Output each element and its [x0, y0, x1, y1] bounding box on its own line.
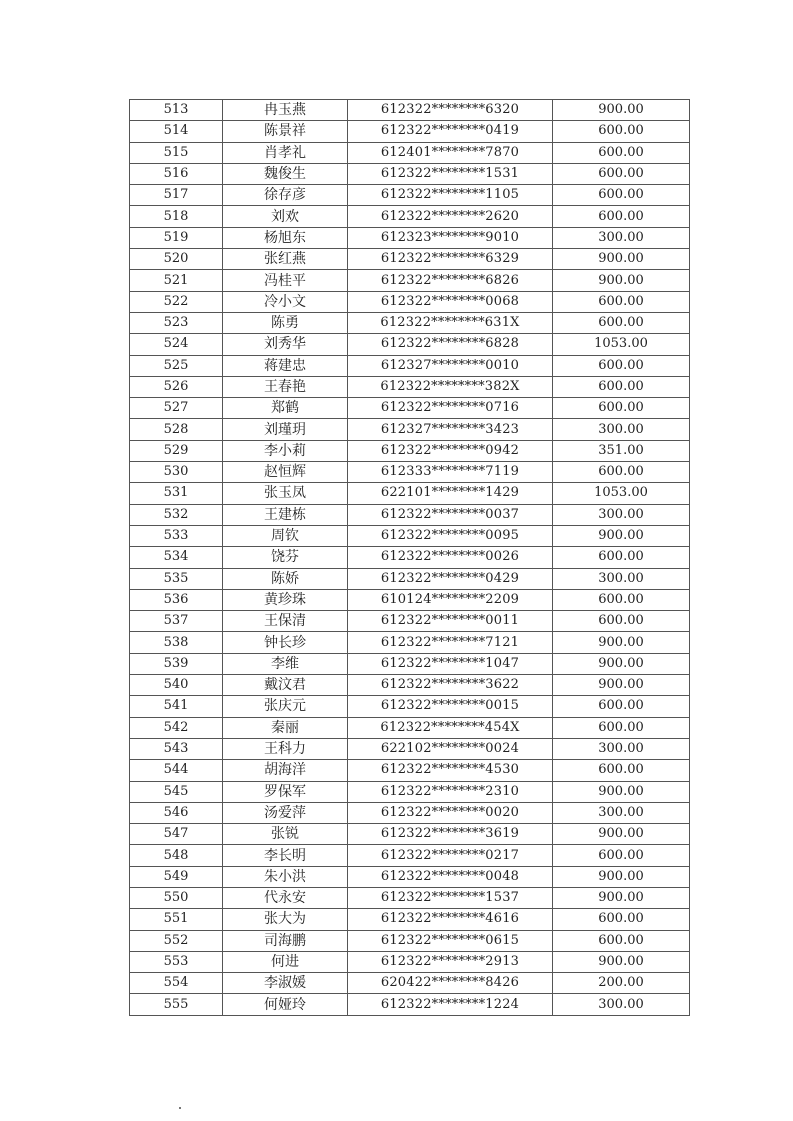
name-cell: 何娅玲 — [223, 994, 348, 1015]
row-number-cell: 522 — [130, 291, 223, 312]
amount-cell: 600.00 — [553, 185, 690, 206]
table-row — [130, 312, 690, 333]
row-number-cell: 516 — [130, 163, 223, 184]
table-row — [130, 781, 690, 802]
id-number-cell: 612322********0011 — [348, 611, 553, 632]
row-number-cell: 555 — [130, 994, 223, 1015]
row-number-cell: 551 — [130, 909, 223, 930]
row-number-cell: 545 — [130, 781, 223, 802]
row-number-cell: 521 — [130, 270, 223, 291]
name-cell: 李小莉 — [223, 440, 348, 461]
id-number-cell: 612322********2913 — [348, 951, 553, 972]
row-number-cell: 539 — [130, 653, 223, 674]
name-cell: 刘瑾玥 — [223, 419, 348, 440]
table-row — [130, 717, 690, 738]
amount-cell: 900.00 — [553, 866, 690, 887]
amount-cell: 600.00 — [553, 717, 690, 738]
row-number-cell: 529 — [130, 440, 223, 461]
name-cell: 汤爱萍 — [223, 802, 348, 823]
row-number-cell: 524 — [130, 334, 223, 355]
row-number-cell: 537 — [130, 611, 223, 632]
table-row — [130, 206, 690, 227]
amount-cell: 300.00 — [553, 802, 690, 823]
table-row — [130, 568, 690, 589]
row-number-cell: 531 — [130, 483, 223, 504]
id-number-cell: 612322********382X — [348, 376, 553, 397]
amount-cell: 600.00 — [553, 547, 690, 568]
row-number-cell: 553 — [130, 951, 223, 972]
table-row — [130, 419, 690, 440]
id-number-cell: 612322********4616 — [348, 909, 553, 930]
scan-speck — [179, 1107, 181, 1109]
name-cell: 魏俊生 — [223, 163, 348, 184]
name-cell: 周钦 — [223, 525, 348, 546]
name-cell: 王保清 — [223, 611, 348, 632]
name-cell: 赵恒辉 — [223, 462, 348, 483]
id-number-cell: 612401********7870 — [348, 142, 553, 163]
name-cell: 黄珍珠 — [223, 589, 348, 610]
id-number-cell: 612322********0615 — [348, 930, 553, 951]
id-number-cell: 612322********1531 — [348, 163, 553, 184]
row-number-cell: 517 — [130, 185, 223, 206]
amount-cell: 600.00 — [553, 376, 690, 397]
table-row — [130, 802, 690, 823]
name-cell: 李维 — [223, 653, 348, 674]
amount-cell: 1053.00 — [553, 334, 690, 355]
amount-cell: 900.00 — [553, 781, 690, 802]
name-cell: 冉玉燕 — [223, 100, 348, 121]
amount-cell: 900.00 — [553, 824, 690, 845]
amount-cell: 300.00 — [553, 738, 690, 759]
amount-cell: 600.00 — [553, 163, 690, 184]
row-number-cell: 527 — [130, 398, 223, 419]
row-number-cell: 536 — [130, 589, 223, 610]
amount-cell: 600.00 — [553, 206, 690, 227]
row-number-cell: 514 — [130, 121, 223, 142]
name-cell: 罗保军 — [223, 781, 348, 802]
name-cell: 冷小文 — [223, 291, 348, 312]
table-row — [130, 163, 690, 184]
row-number-cell: 540 — [130, 675, 223, 696]
name-cell: 代永安 — [223, 887, 348, 908]
table-row — [130, 887, 690, 908]
id-number-cell: 612322********2310 — [348, 781, 553, 802]
row-number-cell: 520 — [130, 249, 223, 270]
table-row — [130, 249, 690, 270]
name-cell: 饶芬 — [223, 547, 348, 568]
amount-cell: 600.00 — [553, 462, 690, 483]
id-number-cell: 612322********6828 — [348, 334, 553, 355]
amount-cell: 600.00 — [553, 121, 690, 142]
name-cell: 张红燕 — [223, 249, 348, 270]
name-cell: 陈勇 — [223, 312, 348, 333]
id-number-cell: 622102********0024 — [348, 738, 553, 759]
id-number-cell: 612322********6826 — [348, 270, 553, 291]
id-number-cell: 610124********2209 — [348, 589, 553, 610]
table-row — [130, 738, 690, 759]
table-row — [130, 355, 690, 376]
row-number-cell: 541 — [130, 696, 223, 717]
table-row — [130, 142, 690, 163]
amount-cell: 900.00 — [553, 653, 690, 674]
id-number-cell: 612322********0026 — [348, 547, 553, 568]
row-number-cell: 544 — [130, 760, 223, 781]
id-number-cell: 612322********3622 — [348, 675, 553, 696]
row-number-cell: 549 — [130, 866, 223, 887]
table-row — [130, 334, 690, 355]
table-row — [130, 270, 690, 291]
table-row — [130, 675, 690, 696]
table-row — [130, 185, 690, 206]
id-number-cell: 612327********3423 — [348, 419, 553, 440]
row-number-cell: 526 — [130, 376, 223, 397]
row-number-cell: 533 — [130, 525, 223, 546]
table-row — [130, 483, 690, 504]
table-row — [130, 760, 690, 781]
table-row — [130, 909, 690, 930]
row-number-cell: 535 — [130, 568, 223, 589]
amount-cell: 900.00 — [553, 632, 690, 653]
table-row — [130, 398, 690, 419]
amount-cell: 600.00 — [553, 611, 690, 632]
row-number-cell: 548 — [130, 845, 223, 866]
row-number-cell: 513 — [130, 100, 223, 121]
id-number-cell: 612322********3619 — [348, 824, 553, 845]
id-number-cell: 612322********631X — [348, 312, 553, 333]
amount-cell: 600.00 — [553, 398, 690, 419]
name-cell: 张锐 — [223, 824, 348, 845]
table-row — [130, 589, 690, 610]
row-number-cell: 532 — [130, 504, 223, 525]
id-number-cell: 612322********0037 — [348, 504, 553, 525]
amount-cell: 600.00 — [553, 696, 690, 717]
name-cell: 李淑媛 — [223, 973, 348, 994]
row-number-cell: 550 — [130, 887, 223, 908]
table-row — [130, 951, 690, 972]
name-cell: 何进 — [223, 951, 348, 972]
table-row — [130, 121, 690, 142]
id-number-cell: 620422********8426 — [348, 973, 553, 994]
table-row — [130, 100, 690, 121]
table-row — [130, 440, 690, 461]
id-number-cell: 612322********1537 — [348, 887, 553, 908]
name-cell: 肖孝礼 — [223, 142, 348, 163]
id-number-cell: 612322********1105 — [348, 185, 553, 206]
row-number-cell: 538 — [130, 632, 223, 653]
row-number-cell: 534 — [130, 547, 223, 568]
table-row — [130, 291, 690, 312]
amount-cell: 600.00 — [553, 760, 690, 781]
name-cell: 钟长珍 — [223, 632, 348, 653]
name-cell: 秦丽 — [223, 717, 348, 738]
row-number-cell: 515 — [130, 142, 223, 163]
amount-cell: 1053.00 — [553, 483, 690, 504]
id-number-cell: 612322********7121 — [348, 632, 553, 653]
name-cell: 张大为 — [223, 909, 348, 930]
table-row — [130, 973, 690, 994]
row-number-cell: 542 — [130, 717, 223, 738]
id-number-cell: 612322********6320 — [348, 100, 553, 121]
name-cell: 王建栋 — [223, 504, 348, 525]
id-number-cell: 612322********0716 — [348, 398, 553, 419]
table-row — [130, 994, 690, 1015]
name-cell: 胡海洋 — [223, 760, 348, 781]
id-number-cell: 612322********0020 — [348, 802, 553, 823]
table-row — [130, 845, 690, 866]
table-row — [130, 462, 690, 483]
name-cell: 戴汶君 — [223, 675, 348, 696]
row-number-cell: 543 — [130, 738, 223, 759]
amount-cell: 300.00 — [553, 504, 690, 525]
row-number-cell: 523 — [130, 312, 223, 333]
table-row — [130, 653, 690, 674]
table-row — [130, 504, 690, 525]
table-row — [130, 547, 690, 568]
amount-cell: 900.00 — [553, 525, 690, 546]
id-number-cell: 612322********0419 — [348, 121, 553, 142]
id-number-cell: 612322********0429 — [348, 568, 553, 589]
table-row — [130, 696, 690, 717]
table-row — [130, 930, 690, 951]
id-number-cell: 612322********1047 — [348, 653, 553, 674]
id-number-cell: 612323********9010 — [348, 227, 553, 248]
table-row — [130, 611, 690, 632]
amount-cell: 900.00 — [553, 887, 690, 908]
amount-cell: 351.00 — [553, 440, 690, 461]
amount-cell: 900.00 — [553, 951, 690, 972]
table-row — [130, 525, 690, 546]
amount-cell: 600.00 — [553, 589, 690, 610]
amount-cell: 300.00 — [553, 568, 690, 589]
id-number-cell: 612322********0942 — [348, 440, 553, 461]
name-cell: 张庆元 — [223, 696, 348, 717]
name-cell: 蒋建忠 — [223, 355, 348, 376]
name-cell: 朱小洪 — [223, 866, 348, 887]
row-number-cell: 518 — [130, 206, 223, 227]
name-cell: 陈景祥 — [223, 121, 348, 142]
id-number-cell: 612327********0010 — [348, 355, 553, 376]
row-number-cell: 552 — [130, 930, 223, 951]
table-row — [130, 376, 690, 397]
table-row — [130, 824, 690, 845]
amount-cell: 600.00 — [553, 845, 690, 866]
amount-cell: 600.00 — [553, 355, 690, 376]
row-number-cell: 519 — [130, 227, 223, 248]
name-cell: 王春艳 — [223, 376, 348, 397]
row-number-cell: 528 — [130, 419, 223, 440]
name-cell: 张玉凤 — [223, 483, 348, 504]
name-cell: 刘欢 — [223, 206, 348, 227]
row-number-cell: 554 — [130, 973, 223, 994]
amount-cell: 900.00 — [553, 675, 690, 696]
name-cell: 杨旭东 — [223, 227, 348, 248]
table-row — [130, 866, 690, 887]
amount-cell: 600.00 — [553, 909, 690, 930]
amount-cell: 600.00 — [553, 142, 690, 163]
name-cell: 刘秀华 — [223, 334, 348, 355]
roster-table-body — [130, 100, 690, 1016]
amount-cell: 600.00 — [553, 291, 690, 312]
name-cell: 郑鹤 — [223, 398, 348, 419]
id-number-cell: 612322********0015 — [348, 696, 553, 717]
name-cell: 徐存彦 — [223, 185, 348, 206]
amount-cell: 600.00 — [553, 312, 690, 333]
name-cell: 陈娇 — [223, 568, 348, 589]
id-number-cell: 622101********1429 — [348, 483, 553, 504]
name-cell: 司海鹏 — [223, 930, 348, 951]
table-row — [130, 227, 690, 248]
amount-cell: 300.00 — [553, 994, 690, 1015]
name-cell: 冯桂平 — [223, 270, 348, 291]
id-number-cell: 612322********1224 — [348, 994, 553, 1015]
id-number-cell: 612333********7119 — [348, 462, 553, 483]
row-number-cell: 530 — [130, 462, 223, 483]
amount-cell: 900.00 — [553, 270, 690, 291]
amount-cell: 200.00 — [553, 973, 690, 994]
id-number-cell: 612322********0095 — [348, 525, 553, 546]
table-row — [130, 632, 690, 653]
id-number-cell: 612322********0048 — [348, 866, 553, 887]
amount-cell: 300.00 — [553, 419, 690, 440]
name-cell: 李长明 — [223, 845, 348, 866]
amount-cell: 300.00 — [553, 227, 690, 248]
amount-cell: 900.00 — [553, 249, 690, 270]
amount-cell: 600.00 — [553, 930, 690, 951]
id-number-cell: 612322********6329 — [348, 249, 553, 270]
amount-cell: 900.00 — [553, 100, 690, 121]
row-number-cell: 546 — [130, 802, 223, 823]
roster-table — [129, 99, 690, 1016]
row-number-cell: 547 — [130, 824, 223, 845]
id-number-cell: 612322********4530 — [348, 760, 553, 781]
id-number-cell: 612322********0217 — [348, 845, 553, 866]
id-number-cell: 612322********0068 — [348, 291, 553, 312]
id-number-cell: 612322********2620 — [348, 206, 553, 227]
name-cell: 王科力 — [223, 738, 348, 759]
row-number-cell: 525 — [130, 355, 223, 376]
id-number-cell: 612322********454X — [348, 717, 553, 738]
